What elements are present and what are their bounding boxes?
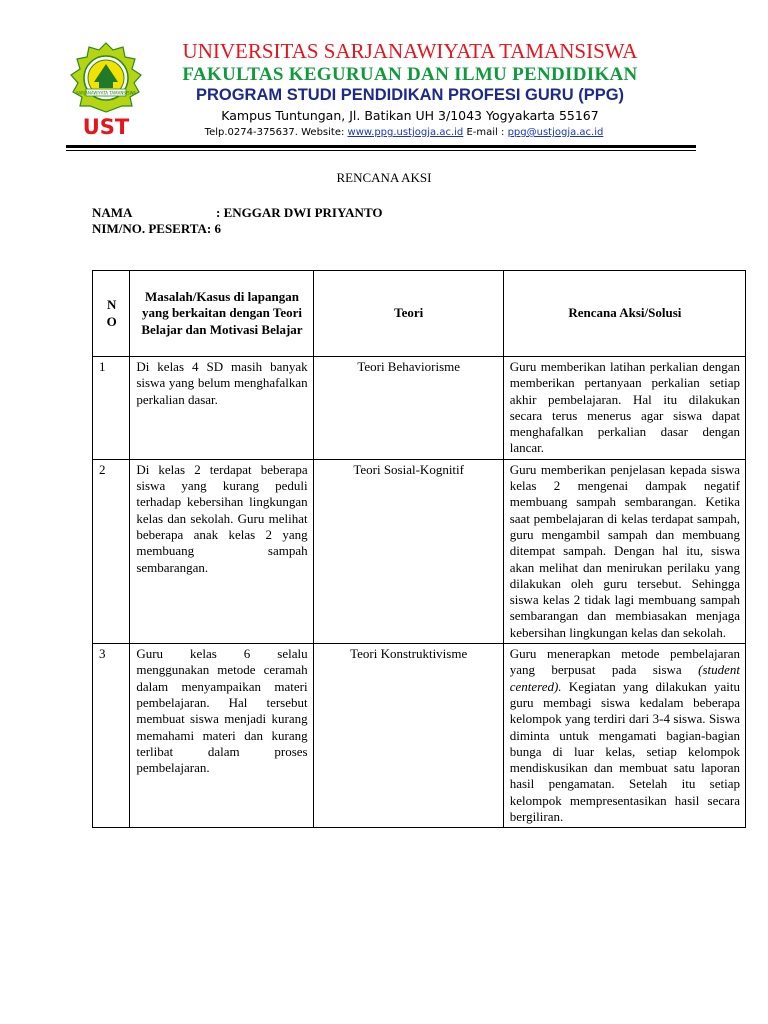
document-title: RENCANA AKSI <box>336 170 432 185</box>
table-header-row <box>93 271 746 357</box>
table-row <box>93 459 746 643</box>
contact-line <box>40 127 768 138</box>
header-masalah: Masalah/Kasus di lapangan yang berkaitan dengan Teori Belajar dan Motivasi Belajar <box>130 271 313 357</box>
header-no: NO <box>93 271 130 357</box>
row-number: 2 <box>93 459 130 643</box>
website-link[interactable]: www.ppg.ustjogja.ac.id <box>347 127 464 138</box>
row-rencana: Guru memberikan penjelasan kepada siswa kelas 2 mengenai dampak negatif membuang sampah sembarangan. Ketika saat pembelajaran di kelas terdapat sampah, guru mengambil sampah dan membuang ditempat sampah. Dengan hal itu, siswa akan melihat dan menirukan perilaku yang dilakukan oleh guru tersebut. Sehingga siswa kelas 2 tidak lagi membuang sampah sembarangan dan membiasakan menjaga kebersihan lingkungan kelas dan sekolah. <box>503 459 745 643</box>
email-link[interactable]: ppg@ustjogja.ac.id <box>507 127 604 138</box>
name-line <box>92 205 383 221</box>
header-rule-thick <box>66 145 696 148</box>
university-name: UNIVERSITAS SARJANAWIYATA TAMANSISWA <box>182 39 638 63</box>
action-plan-table <box>92 270 746 828</box>
header-rencana: Rencana Aksi/Solusi <box>503 271 745 357</box>
name-value: : ENGGAR DWI PRIYANTO <box>216 205 383 220</box>
row-teori: Teori Behaviorisme <box>313 357 503 460</box>
row-masalah: Di kelas 4 SD masih banyak siswa yang belum menghafalkan perkalian dasar. <box>130 357 313 460</box>
logo-banner-text: SARJANAWIYATA TAMANSISWA <box>75 90 137 96</box>
row-number: 3 <box>93 644 130 828</box>
name-label: NAMA <box>92 205 133 220</box>
table-row <box>93 357 746 460</box>
logo-ust-text: UST <box>82 115 130 139</box>
header-rule-thin <box>66 150 696 151</box>
row-number: 1 <box>93 357 130 460</box>
row-masalah: Guru kelas 6 selalu menggunakan metode ceramah dalam menyampaikan materi pembelajaran. Hal tersebut membuat siswa menjadi kurang memahami materi dan kurang terlibat dalam proses pembelajaran. <box>130 644 313 828</box>
italic-term: (student centered). <box>509 662 740 694</box>
table-row <box>93 644 746 828</box>
nim-line: NIM/NO. PESERTA: 6 <box>92 221 221 236</box>
row-rencana: Guru menerapkan metode pembelajaran yang berpusat pada siswa (student centered). Kegiatan yang dilakukan yaitu guru membagi siswa kedalam beberapa kelompok yang terdiri dari 3-4 siswa. Siswa diminta untuk mengamati bagian-bagian bunga di luar kelas, setiap kelompok mendiskusikan dan membuat satu laporan hasil pengamatan. Setelah itu setiap kelompok mempresentasikan hasil secara bergiliran. <box>503 644 745 828</box>
campus-address: Kampus Tuntungan, Jl. Batikan UH 3/1043 Yogyakarta 55167 <box>221 108 599 123</box>
row-masalah: Di kelas 2 terdapat beberapa siswa yang kurang peduli terhadap kebersihan lingkungan kelas dan sekolah. Guru melihat beberapa anak kelas 2 yang membuang sampah sembarangan. <box>130 459 313 643</box>
program-name: PROGRAM STUDI PENDIDIKAN PROFESI GURU (PPG) <box>195 86 625 104</box>
row-teori: Teori Konstruktivisme <box>313 644 503 828</box>
row-rencana: Guru memberikan latihan perkalian dengan memberikan pertanyaan perkalian setiap akhir pembelajaran. Hal itu dilakukan secara terus menerus agar siswa dapat menghafalkan perkalian dasar dengan lancar. <box>503 357 745 460</box>
header-teori: Teori <box>313 271 503 357</box>
faculty-name: FAKULTAS KEGURUAN DAN ILMU PENDIDIKAN <box>182 64 638 85</box>
phone-text: Telp.0274-375637. Website: <box>204 127 345 138</box>
row-teori: Teori Sosial-Kognitif <box>313 459 503 643</box>
email-label: E-mail : <box>466 127 505 138</box>
